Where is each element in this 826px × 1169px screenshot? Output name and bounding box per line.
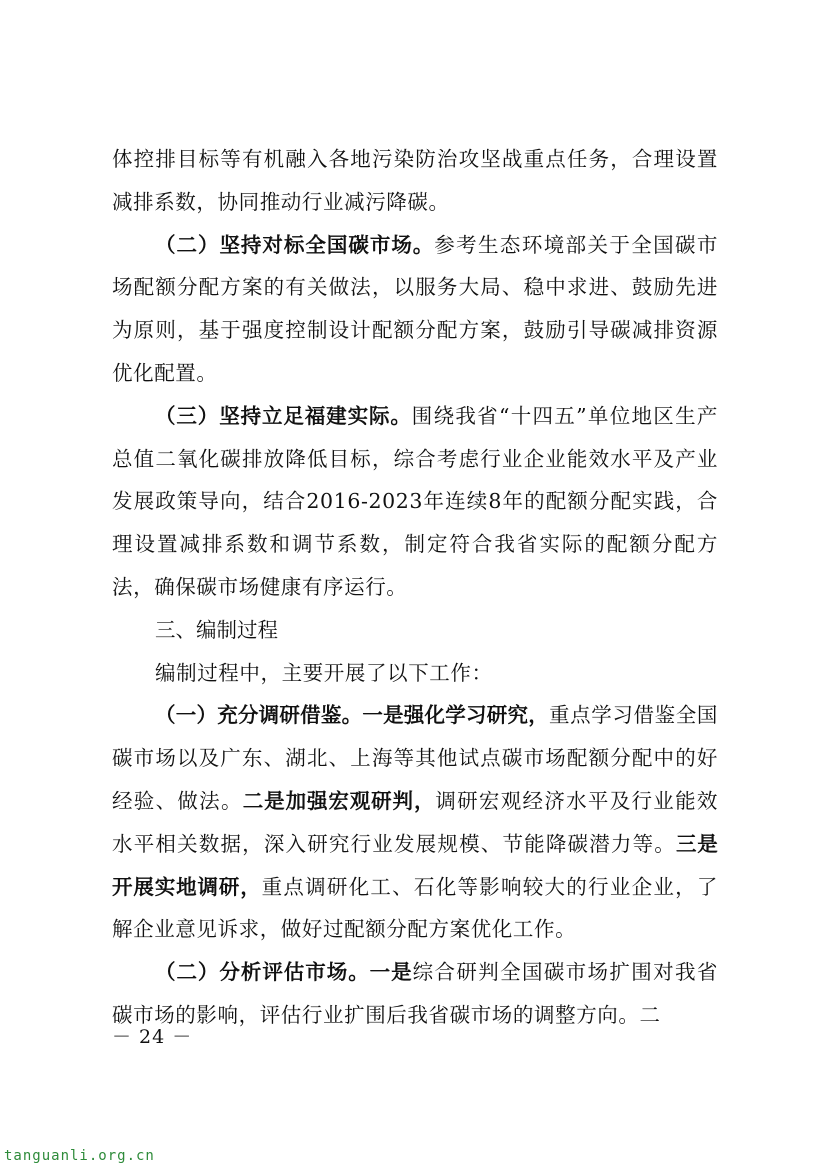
paragraph-subheading: 三是开展实地调研，: [112, 831, 718, 899]
paragraph-research: [112, 694, 718, 951]
paragraph-text: 参考生态环境部关于全国碳市场配额分配方案的有关做法，以服务大局、稳中求进、鼓励先进为原则，基于强度控制设计配额分配方案，鼓励引导碳减排资源优化配置。: [112, 232, 718, 385]
paragraph-text: 综合研判全国碳市场扩围对我省碳市场的影响，评估行业扩围后我省碳市场的调整方向。二: [112, 960, 718, 1027]
paragraph-fujian-reality: [112, 395, 718, 609]
paragraph-heading: （一）充分调研借鉴。一是强化学习研究，: [155, 703, 549, 728]
paragraph-subheading: 二是加强宏观研判，: [242, 788, 436, 813]
paragraph-market-analysis: [112, 951, 718, 1037]
paragraph-intro: [112, 652, 718, 695]
section-heading: 三、编制过程: [155, 617, 278, 642]
document-body: [112, 138, 718, 1037]
watermark: tanguanli.org.cn: [4, 1148, 155, 1164]
paragraph-text: 调研宏观经济水平及行业能效水平相关数据，深入研究行业发展规模、节能降碳潜力等。: [112, 788, 718, 856]
paragraph-text: 编制过程中，主要开展了以下工作：: [155, 660, 493, 685]
paragraph-text: 重点调研化工、石化等影响较大的行业企业，了解企业意见诉求，做好过配额分配方案优化工作。: [112, 874, 718, 942]
page-number: － 24 －: [112, 1026, 193, 1048]
paragraph-text: 重点学习借鉴全国碳市场以及广东、湖北、上海等其他试点碳市场配额分配中的好经验、做法。: [112, 703, 718, 813]
paragraph-text: 围绕我省“十四五”单位地区生产总值二氧化碳排放降低目标，综合考虑行业企业能效水平及产业发展政策导向，结合2016-2023年连续8年的配额分配实践，合理设置减排系数和调节系数，制定符合我省实际的配额分配方法，确保碳市场健康有序运行。: [112, 403, 718, 599]
paragraph-benchmark-national-market: [112, 224, 718, 395]
paragraph-heading: （二）坚持对标全国碳市场。: [155, 232, 435, 257]
paragraph-text: 体控排目标等有机融入各地污染防治攻坚战重点任务，合理设置减排系数，协同推动行业减污降碳。: [112, 147, 718, 214]
paragraph-heading: （二）分析评估市场。一是: [155, 960, 413, 985]
paragraph-continuation: [112, 138, 718, 224]
paragraph-heading: （三）坚持立足福建实际。: [155, 403, 412, 428]
